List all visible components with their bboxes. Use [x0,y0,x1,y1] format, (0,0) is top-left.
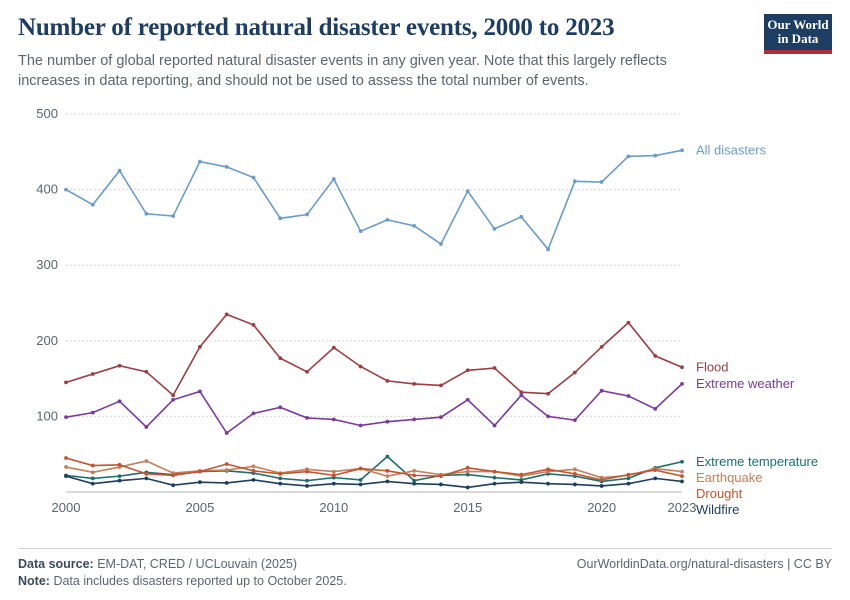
data-point [278,482,282,486]
data-point [439,242,443,246]
data-point [305,370,309,374]
data-point [91,482,95,486]
data-point [91,470,95,474]
owid-logo[interactable] [764,14,832,54]
x-axis-tick-label: 2005 [185,499,215,515]
data-point [359,229,363,233]
data-point [144,212,148,216]
data-point [305,416,309,420]
chart-footer [18,548,832,588]
data-point [252,478,256,482]
data-point [359,467,363,471]
data-point [439,415,443,419]
data-point [118,364,122,368]
series-legend-label[interactable]: Wildfire [696,501,740,517]
data-point [198,160,202,164]
data-point [91,372,95,376]
y-axis-tick-label: 300 [36,257,58,273]
data-point [385,454,389,458]
data-point [118,463,122,467]
x-axis-tick-label: 2015 [453,499,483,515]
data-point [573,472,577,476]
source-value: EM-DAT, CRED / UCLouvain (2025) [97,557,298,571]
data-point [546,392,550,396]
data-point [332,417,336,421]
separator: | [787,557,794,571]
data-point [252,411,256,415]
data-point [385,479,389,483]
data-point [466,398,470,402]
data-point [278,476,282,480]
data-point [412,482,416,486]
y-axis-tick-label: 400 [36,181,58,197]
data-point [466,368,470,372]
line-chart[interactable] [18,106,832,536]
source-label: Data source: [18,557,94,571]
chart-subtitle: The number of global reported natural disaster events in any given year. Note that this largely reflects increases in data reporting, and should not be used to assess the total number of events. [18,52,667,90]
data-point [118,169,122,173]
data-point [653,154,657,158]
x-axis-tick-label: 2023 [667,499,697,515]
data-point [91,203,95,207]
data-point [412,382,416,386]
y-axis-tick-label: 100 [36,408,58,424]
data-point [225,165,229,169]
data-point [627,394,631,398]
data-point [171,214,175,218]
data-point [64,188,68,192]
footer-links[interactable] [577,557,832,571]
data-point [198,480,202,484]
data-point [118,479,122,483]
data-point [573,482,577,486]
logo-line-2: in Data [777,30,819,46]
data-point [278,216,282,220]
data-point [627,482,631,486]
data-point [332,177,336,181]
data-point [546,247,550,251]
series-legend-label[interactable]: Earthquake [696,469,763,485]
data-point [144,459,148,463]
series-legend-label[interactable]: Flood [696,359,729,375]
data-point [144,370,148,374]
x-axis-tick-label: 2020 [587,499,617,515]
data-point [519,393,523,397]
data-point [332,482,336,486]
data-point [546,467,550,471]
data-point [278,356,282,360]
data-point [305,479,309,483]
series-line[interactable] [66,314,682,395]
data-point [91,464,95,468]
data-point [252,176,256,180]
data-point [439,383,443,387]
data-point [332,473,336,477]
footer-source [18,557,297,571]
series-legend-label[interactable]: Drought [696,485,743,501]
data-point [439,474,443,478]
data-point [573,418,577,422]
data-point [278,405,282,409]
data-point [198,345,202,349]
data-point [278,472,282,476]
data-point [118,474,122,478]
data-point [225,468,229,472]
data-point [225,312,229,316]
data-point [412,417,416,421]
y-axis-tick-label: 200 [36,332,58,348]
data-point [225,481,229,485]
data-point [466,466,470,470]
chart-header [18,14,832,92]
data-point [385,474,389,478]
data-point [305,470,309,474]
data-point [225,431,229,435]
data-point [466,189,470,193]
data-point [573,179,577,183]
data-point [359,423,363,427]
data-point [546,482,550,486]
y-axis-tick-label: 500 [36,105,58,121]
series-line[interactable] [66,384,682,433]
chart-svg[interactable] [18,106,832,536]
data-point [600,484,604,488]
data-point [493,227,497,231]
data-point [493,476,497,480]
data-point [680,382,684,386]
series-legend-label[interactable]: All disasters [696,142,767,158]
data-point [64,465,68,469]
data-point [466,485,470,489]
data-point [519,473,523,477]
data-point [680,474,684,478]
data-point [680,460,684,464]
data-point [653,476,657,480]
data-point [546,414,550,418]
series-legend-label[interactable]: Extreme weather [696,375,795,391]
data-point [305,213,309,217]
series-legend-label[interactable]: Extreme temperature [696,453,819,469]
data-point [600,389,604,393]
data-point [653,407,657,411]
data-point [493,470,497,474]
data-point [171,398,175,402]
data-point [653,468,657,472]
data-point [198,470,202,474]
data-point [573,467,577,471]
data-point [171,393,175,397]
data-point [653,354,657,358]
data-point [171,483,175,487]
data-point [412,473,416,477]
data-point [493,423,497,427]
data-point [252,323,256,327]
data-point [600,345,604,349]
data-point [466,470,470,474]
data-point [305,484,309,488]
data-point [385,420,389,424]
data-point [64,456,68,460]
data-point [359,365,363,369]
data-point [519,215,523,219]
data-point [412,469,416,473]
data-point [680,479,684,483]
data-point [225,462,229,466]
data-point [439,482,443,486]
data-point [385,218,389,222]
note-value: Data includes disasters reported up to October 2025. [53,574,347,588]
data-point [252,469,256,473]
data-point [118,399,122,403]
data-point [573,371,577,375]
data-point [627,321,631,325]
data-point [64,380,68,384]
x-axis-tick-label: 2010 [319,499,349,515]
data-point [91,411,95,415]
data-point [385,379,389,383]
data-point [198,389,202,393]
data-point [144,476,148,480]
site-link[interactable]: OurWorldinData.org/natural-disasters [576,557,784,571]
note-label: Note: [18,574,50,588]
data-point [519,480,523,484]
license-link[interactable]: CC BY [793,557,832,571]
data-point [332,346,336,350]
data-point [91,476,95,480]
data-point [64,474,68,478]
logo-line-1: Our World [767,17,829,32]
data-point [627,154,631,158]
data-point [680,470,684,474]
data-point [332,470,336,474]
series-line[interactable] [66,150,682,249]
data-point [171,473,175,477]
footer-note [18,574,832,588]
data-point [412,224,416,228]
x-axis-tick-label: 2000 [51,499,81,515]
data-point [64,415,68,419]
data-point [144,425,148,429]
data-point [252,464,256,468]
data-point [144,472,148,476]
data-point [680,365,684,369]
data-point [680,148,684,152]
data-point [627,473,631,477]
data-point [493,482,497,486]
data-point [359,478,363,482]
data-point [359,482,363,486]
data-point [600,478,604,482]
data-point [385,469,389,473]
page-title: Number of reported natural disaster events, 2000 to 2023 [18,14,615,41]
data-point [600,180,604,184]
series-line[interactable] [66,458,682,480]
data-point [493,366,497,370]
